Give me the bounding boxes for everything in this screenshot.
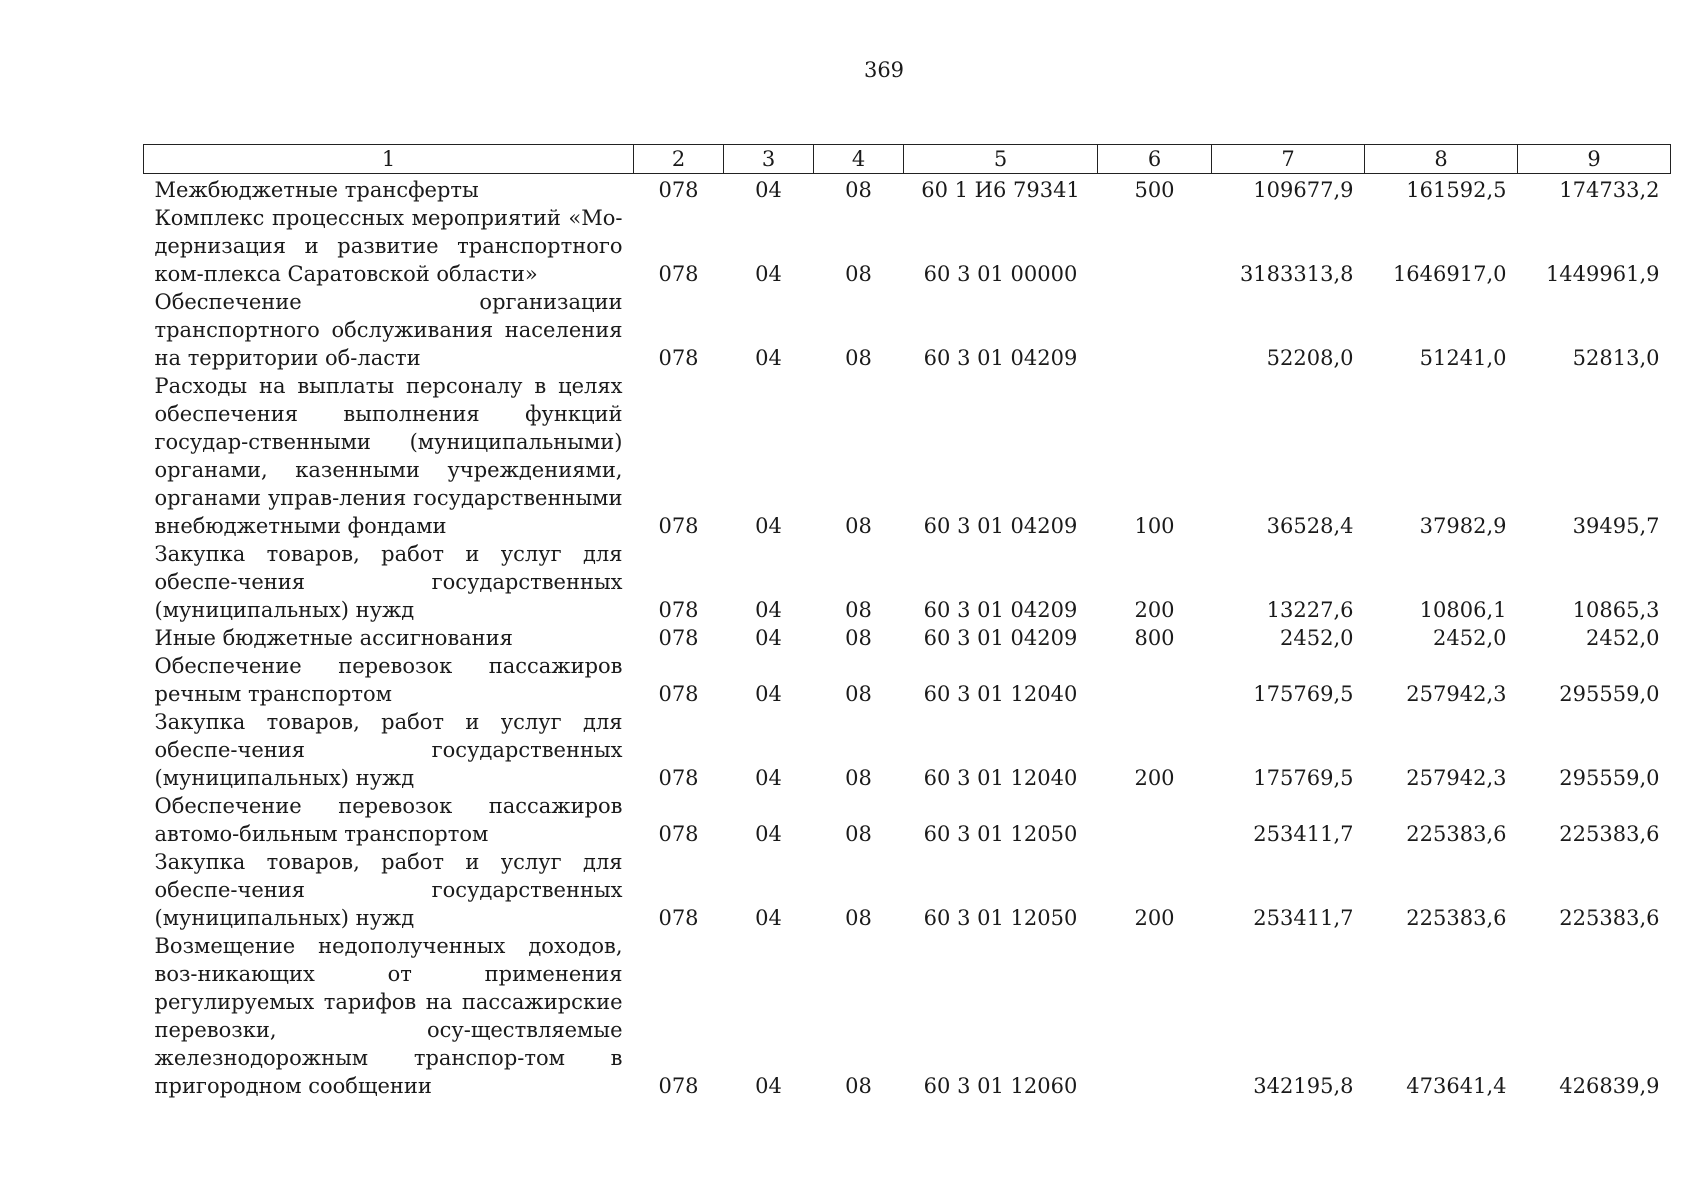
table-row	[144, 174, 1671, 205]
row-amount-col7: 175769,5	[1253, 766, 1354, 790]
table-row	[144, 708, 1671, 792]
row-amount-col7: 253411,7	[1253, 822, 1354, 846]
row-code-target-item: 60 3 01 04209	[923, 514, 1078, 538]
column-header-7: 7	[1212, 145, 1365, 174]
row-amount-col7: 2452,0	[1280, 626, 1354, 650]
row-code-target-item: 60 3 01 12040	[923, 682, 1078, 706]
table-row	[144, 540, 1671, 624]
row-amount-col9: 39495,7	[1572, 514, 1660, 538]
row-code-expense-type: 200	[1134, 598, 1175, 622]
row-amount-col9: 10865,3	[1572, 598, 1660, 622]
row-name: Расходы на выплаты персоналу в целях обеспечения выполнения функций государ-ственными (муниципальными) органами, казенными учреждениями, органами управ-ления государственными внебюджетными фондами	[154, 374, 623, 538]
row-code-section: 04	[755, 682, 782, 706]
row-amount-col9: 295559,0	[1559, 766, 1660, 790]
row-amount-col9: 1449961,9	[1545, 262, 1660, 286]
row-code-section: 04	[755, 822, 782, 846]
row-code-ministry: 078	[658, 626, 699, 650]
row-amount-col8: 1646917,0	[1392, 262, 1507, 286]
column-header-6: 6	[1098, 145, 1212, 174]
budget-table	[143, 144, 1671, 1100]
table-row	[144, 372, 1671, 540]
row-code-expense-type: 800	[1134, 626, 1175, 650]
row-amount-col9: 174733,2	[1559, 178, 1660, 202]
row-amount-col7: 175769,5	[1253, 682, 1354, 706]
row-name: Иные бюджетные ассигнования	[154, 626, 513, 650]
row-code-target-item: 60 3 01 12060	[923, 1074, 1078, 1098]
page-number: 369	[863, 58, 905, 82]
row-amount-col9: 426839,9	[1559, 1074, 1660, 1098]
row-amount-col9: 225383,6	[1559, 906, 1660, 930]
row-code-subsection: 08	[845, 766, 872, 790]
column-header-2: 2	[634, 145, 724, 174]
table-header	[144, 145, 1671, 174]
row-code-ministry: 078	[658, 906, 699, 930]
row-code-section: 04	[755, 598, 782, 622]
row-amount-col7: 36528,4	[1266, 514, 1354, 538]
row-code-ministry: 078	[658, 822, 699, 846]
row-code-target-item: 60 1 И6 79341	[921, 178, 1080, 202]
row-amount-col8: 51241,0	[1419, 346, 1507, 370]
row-name: Межбюджетные трансферты	[154, 178, 479, 202]
row-code-expense-type	[1098, 932, 1212, 1100]
row-code-section: 04	[755, 1074, 782, 1098]
table-row	[144, 792, 1671, 848]
row-name: Обеспечение перевозок пассажиров автомо-бильным транспортом	[154, 794, 623, 846]
row-code-ministry: 078	[658, 262, 699, 286]
row-code-subsection: 08	[845, 598, 872, 622]
row-code-ministry: 078	[658, 598, 699, 622]
row-code-expense-type: 200	[1134, 766, 1175, 790]
column-header-1: 1	[144, 145, 634, 174]
row-code-expense-type	[1098, 288, 1212, 372]
row-amount-col8: 10806,1	[1419, 598, 1507, 622]
row-name: Закупка товаров, работ и услуг для обеспе-чения государственных (муниципальных) нужд	[154, 542, 623, 622]
row-code-ministry: 078	[658, 178, 699, 202]
column-header-4: 4	[814, 145, 904, 174]
column-header-8: 8	[1365, 145, 1518, 174]
row-code-subsection: 08	[845, 262, 872, 286]
row-code-subsection: 08	[845, 514, 872, 538]
row-amount-col9: 225383,6	[1559, 822, 1660, 846]
column-header-5: 5	[904, 145, 1098, 174]
row-code-expense-type: 500	[1134, 178, 1175, 202]
row-code-subsection: 08	[845, 1074, 872, 1098]
row-code-target-item: 60 3 01 04209	[923, 598, 1078, 622]
row-amount-col8: 37982,9	[1419, 514, 1507, 538]
header-row	[144, 145, 1671, 174]
row-code-target-item: 60 3 01 00000	[923, 262, 1078, 286]
column-header-3: 3	[724, 145, 814, 174]
row-code-expense-type: 100	[1134, 514, 1175, 538]
row-amount-col8: 225383,6	[1406, 906, 1507, 930]
row-code-target-item: 60 3 01 04209	[923, 346, 1078, 370]
row-amount-col7: 3183313,8	[1239, 262, 1354, 286]
row-code-expense-type	[1098, 204, 1212, 288]
row-code-ministry: 078	[658, 766, 699, 790]
row-amount-col8: 473641,4	[1406, 1074, 1507, 1098]
row-amount-col9: 2452,0	[1586, 626, 1660, 650]
row-code-section: 04	[755, 346, 782, 370]
row-name: Обеспечение организации транспортного обслуживания населения на территории об-ласти	[154, 290, 623, 370]
row-code-subsection: 08	[845, 906, 872, 930]
row-code-section: 04	[755, 906, 782, 930]
row-name: Обеспечение перевозок пассажиров речным транспортом	[154, 654, 623, 706]
row-code-section: 04	[755, 514, 782, 538]
row-amount-col7: 13227,6	[1266, 598, 1354, 622]
row-name: Закупка товаров, работ и услуг для обеспе-чения государственных (муниципальных) нужд	[154, 850, 623, 930]
row-amount-col8: 161592,5	[1406, 178, 1507, 202]
row-code-section: 04	[755, 262, 782, 286]
row-code-ministry: 078	[658, 346, 699, 370]
table-row	[144, 652, 1671, 708]
row-code-ministry: 078	[658, 514, 699, 538]
row-code-expense-type	[1098, 652, 1212, 708]
row-amount-col7: 52208,0	[1266, 346, 1354, 370]
row-code-expense-type	[1098, 792, 1212, 848]
row-amount-col7: 109677,9	[1253, 178, 1354, 202]
row-code-target-item: 60 3 01 04209	[923, 626, 1078, 650]
row-amount-col8: 225383,6	[1406, 822, 1507, 846]
table-row	[144, 932, 1671, 1100]
row-name: Комплекс процессных мероприятий «Мо-дернизация и развитие транспортного ком-плекса Саратовской области»	[154, 206, 623, 286]
table-row	[144, 288, 1671, 372]
row-code-subsection: 08	[845, 822, 872, 846]
row-code-section: 04	[755, 178, 782, 202]
row-code-ministry: 078	[658, 1074, 699, 1098]
row-code-ministry: 078	[658, 682, 699, 706]
row-code-expense-type: 200	[1134, 906, 1175, 930]
row-code-target-item: 60 3 01 12050	[923, 906, 1078, 930]
table-row	[144, 848, 1671, 932]
row-name: Закупка товаров, работ и услуг для обеспе-чения государственных (муниципальных) нужд	[154, 710, 623, 790]
column-header-9: 9	[1518, 145, 1671, 174]
row-code-subsection: 08	[845, 626, 872, 650]
row-code-subsection: 08	[845, 178, 872, 202]
row-code-section: 04	[755, 766, 782, 790]
row-amount-col7: 253411,7	[1253, 906, 1354, 930]
table-row	[144, 624, 1671, 652]
row-code-target-item: 60 3 01 12040	[923, 766, 1078, 790]
row-amount-col9: 52813,0	[1572, 346, 1660, 370]
row-amount-col9: 295559,0	[1559, 682, 1660, 706]
table-row	[144, 204, 1671, 288]
table-body	[144, 174, 1671, 1101]
row-code-section: 04	[755, 626, 782, 650]
row-amount-col7: 342195,8	[1253, 1074, 1354, 1098]
row-amount-col8: 257942,3	[1406, 682, 1507, 706]
row-code-target-item: 60 3 01 12050	[923, 822, 1078, 846]
row-code-subsection: 08	[845, 346, 872, 370]
row-amount-col8: 257942,3	[1406, 766, 1507, 790]
row-amount-col8: 2452,0	[1433, 626, 1507, 650]
row-name: Возмещение недополученных доходов, воз-никающих от применения регулируемых тарифов на пассажирские перевозки, осу-ществляемые железнодорожным транспор-том в пригородном сообщении	[154, 934, 623, 1098]
row-code-subsection: 08	[845, 682, 872, 706]
